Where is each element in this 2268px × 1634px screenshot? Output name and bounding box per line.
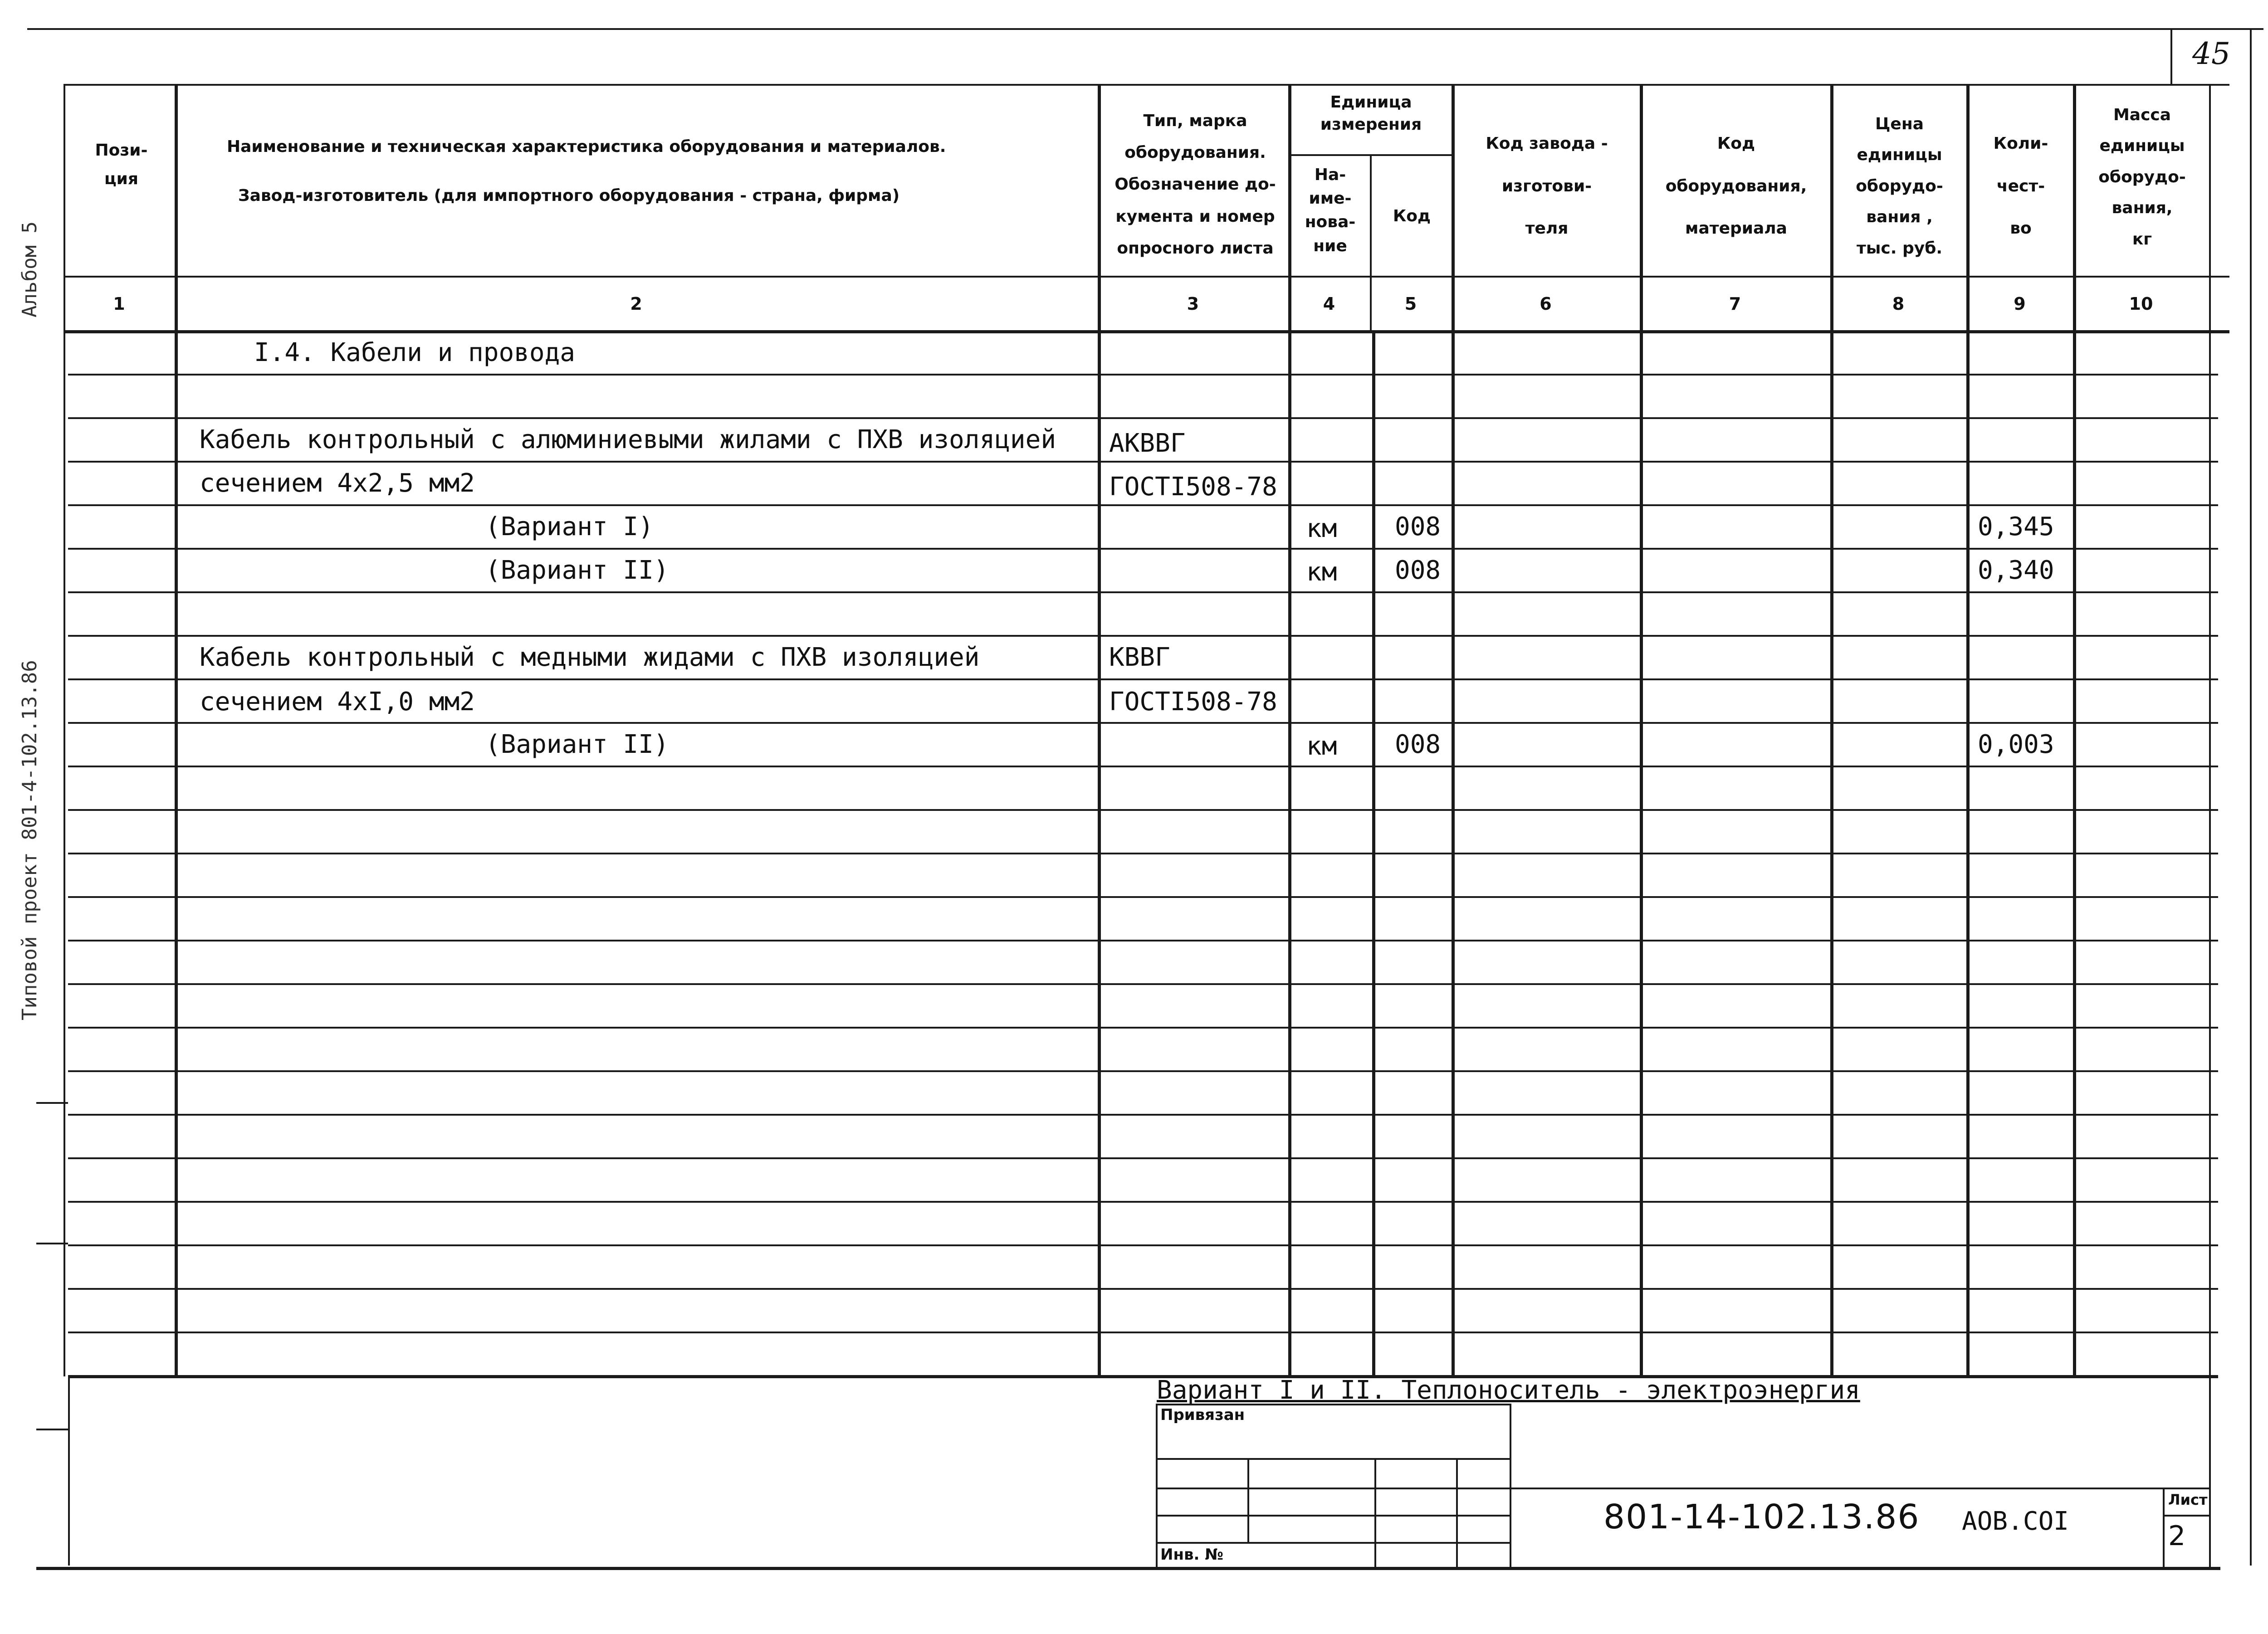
- row-quantity: 0,003: [1978, 730, 2054, 759]
- privyazan-label: Привязан: [1160, 1406, 1245, 1424]
- row-unit-code: 008: [1395, 730, 1441, 759]
- header-type: Тип, марка оборудования. Обозначение до- кумента и номер опросного листа: [1114, 112, 1276, 258]
- header-unit-price: Цена единицы оборудо- вания , тыс. руб.: [1856, 115, 1943, 258]
- header-unit-name: На- име- нова- ние: [1305, 166, 1356, 255]
- column-number: 9: [2014, 294, 2026, 314]
- row-name: (Вариант II): [485, 730, 669, 759]
- page-number: 45: [2192, 36, 2230, 71]
- row-unit: км: [1306, 732, 1337, 761]
- document-suffix: АОВ.СОI: [1962, 1507, 2069, 1536]
- header-equipment-code: Код оборудования, материала: [1665, 134, 1807, 238]
- column-number: 10: [2129, 294, 2153, 314]
- row-type: ГОСТI508-78: [1109, 687, 1277, 717]
- row-unit: км: [1306, 557, 1337, 587]
- column-number: 4: [1323, 294, 1335, 314]
- side-album-label: Альбом 5: [18, 221, 41, 317]
- header-position: Пози- ция: [95, 141, 148, 188]
- column-number: 8: [1892, 294, 1905, 314]
- row-name: сечением 4xI,0 мм2: [200, 687, 475, 717]
- row-quantity: 0,340: [1978, 556, 2054, 585]
- row-name: (Вариант II): [485, 556, 669, 585]
- variant-note: Вариант I и II. Теплоноситель - электроэнергия: [1157, 1375, 1860, 1405]
- column-number: 2: [630, 294, 642, 314]
- document-code: 801-14-102.13.86: [1603, 1497, 1920, 1536]
- row-name: сечением 4x2,5 мм2: [200, 468, 475, 498]
- row-unit-code: 008: [1395, 512, 1441, 541]
- side-project-label: Типовой проект 801-4-102.13.86: [18, 660, 41, 1020]
- row-type: АКВВГ: [1109, 429, 1186, 458]
- header-manufacturer-code: Код завода - изготови- теля: [1486, 134, 1608, 238]
- row-type: КВВГ: [1109, 643, 1170, 672]
- row-name: Кабель контрольный с медными жидами с ПХВ изоляцией: [200, 643, 980, 672]
- row-quantity: 0,345: [1978, 512, 2054, 541]
- column-number: 6: [1540, 294, 1552, 314]
- inventory-number-label: Инв. №: [1160, 1546, 1224, 1564]
- sheet-label: Лист: [2168, 1491, 2208, 1508]
- header-unit-code: Код: [1393, 207, 1431, 225]
- row-type: ГОСТI508-78: [1109, 472, 1277, 502]
- sheet-number: 2: [2168, 1520, 2186, 1552]
- column-number: 1: [113, 294, 125, 314]
- header-quantity: Коли- чест- во: [1993, 134, 2048, 238]
- header-unit-group: Единица измерения: [1320, 93, 1422, 134]
- row-unit-code: 008: [1395, 556, 1441, 585]
- header-unit-mass: Масса единицы оборудо- вания, кг: [2098, 106, 2186, 249]
- header-name-line1: Наименование и техническая характеристика оборудования и материалов.: [227, 137, 946, 156]
- column-number: 3: [1187, 294, 1199, 314]
- section-title: I.4. Кабели и провода: [254, 338, 576, 367]
- row-unit: км: [1306, 514, 1337, 543]
- row-name: (Вариант I): [485, 512, 654, 541]
- header-name-line2: Завод-изготовитель (для импортного оборудования - страна, фирма): [238, 186, 900, 205]
- row-name: Кабель контрольный с алюминиевыми жилами с ПХВ изоляцией: [200, 425, 1056, 454]
- column-number: 7: [1729, 294, 1741, 314]
- column-number: 5: [1404, 294, 1417, 314]
